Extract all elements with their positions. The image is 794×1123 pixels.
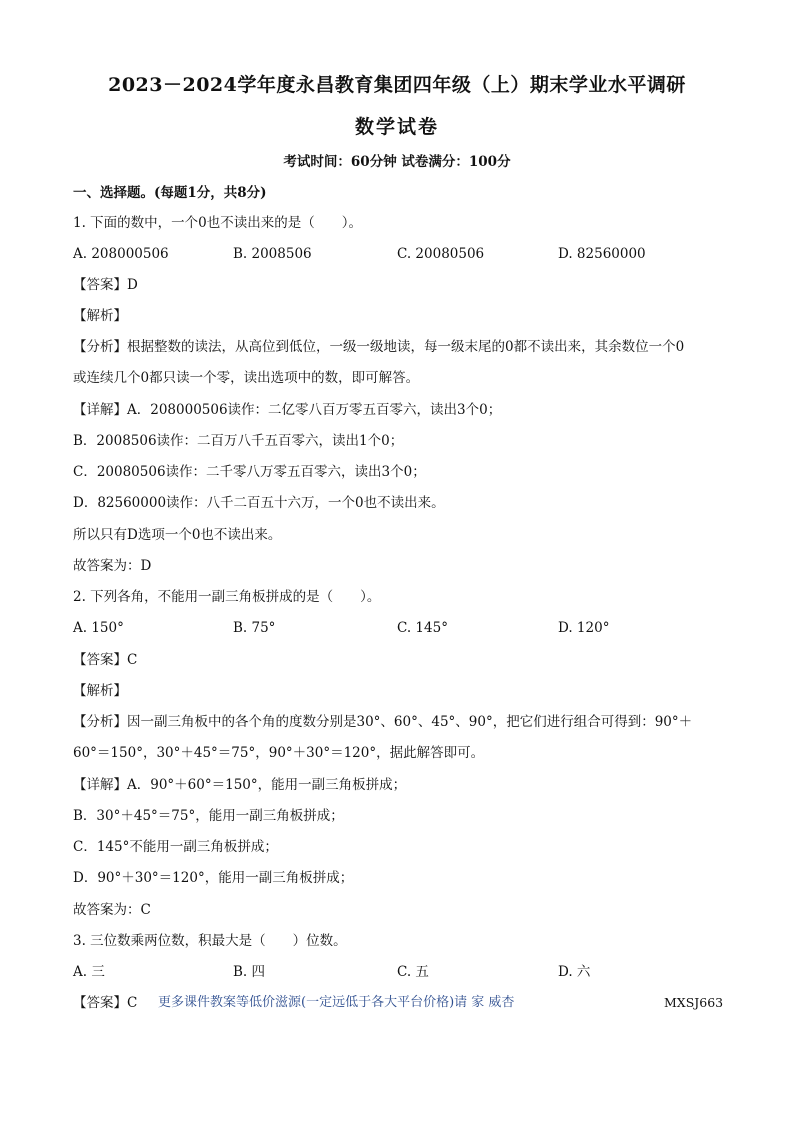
q2-stem: 2. 下列各角，不能用一副三角板拼成的是（ ）。: [73, 589, 381, 605]
q2-option-b: B. 75°: [233, 620, 276, 636]
q2-detail-line2: B．30°＋45°＝75°，能用一副三角板拼成；: [73, 808, 344, 824]
q2-option-c: C. 145°: [397, 620, 448, 636]
q1-option-c: C. 20080506: [397, 246, 485, 262]
q3-stem: 3. 三位数乘两位数，积最大是（ ）位数。: [73, 933, 347, 949]
q3-option-d: D. 六: [558, 964, 591, 980]
q2-conclusion: 故答案为：C: [73, 902, 151, 918]
q1-detail-line3: C．20080506读作：二千零八万零五百零六，读出3个0；: [73, 464, 426, 480]
watermark-text: 更多课件教案等低价滋源(一定远低于各大平台价格)请 家 威杏: [158, 995, 515, 1010]
q3-answer: 【答案】C: [73, 995, 138, 1011]
q3-option-a: A. 三: [73, 964, 105, 980]
q1-answer: 【答案】D: [73, 277, 138, 293]
q2-detail-line4: D．90°＋30°＝120°，能用一副三角板拼成；: [73, 870, 354, 886]
q1-option-b: B. 2008506: [233, 246, 312, 262]
q2-detail-line3: C．145°不能用一副三角板拼成；: [73, 839, 278, 855]
exam-subject: 数学试卷: [354, 116, 439, 138]
q1-detail-line5: 所以只有D选项一个0也不读出来。: [73, 527, 282, 543]
q2-option-a: A. 150°: [73, 620, 124, 636]
exam-title: 2023－2024学年度永昌教育集团四年级（上）期末学业水平调研: [108, 74, 686, 96]
section-heading: 一、选择题。(每题1分，共8分): [73, 185, 267, 201]
q1-detail-line1: 【详解】A．208000506读作：二亿零八百万零五百零六，读出3个0；: [73, 402, 502, 418]
q2-answer: 【答案】C: [73, 652, 138, 668]
q3-option-c: C. 五: [397, 964, 429, 980]
q2-option-d: D. 120°: [558, 620, 610, 636]
q1-analysis-line1: 【分析】根据整数的读法，从高位到低位，一级一级地读，每一级末尾的0都不读出来，其余数位一个0: [73, 339, 685, 355]
q2-analysis-line1: 【分析】因一副三角板中的各个角的度数分别是30°、60°、45°、90°，把它们进行组合可得到：90°＋: [73, 714, 693, 730]
q1-analysis-line2: 或连续几个0都只读一个零，读出选项中的数，即可解答。: [73, 370, 420, 386]
q1-stem: 1. 下面的数中，一个0也不读出来的是（ ）。: [73, 215, 363, 231]
q1-option-d: D. 82560000: [558, 246, 646, 262]
q1-option-a: A. 208000506: [73, 246, 169, 262]
q3-option-b: B. 四: [233, 964, 266, 980]
q2-jiexi: 【解析】: [73, 683, 127, 699]
document-code: MXSJ663: [664, 995, 724, 1010]
q1-detail-line2: B．2008506读作：二百万八千五百零六，读出1个0；: [73, 433, 404, 449]
q1-conclusion: 故答案为：D: [73, 558, 152, 574]
q2-analysis-line2: 60°＝150°，30°＋45°＝75°，90°＋30°＝120°，据此解答即可。: [73, 745, 485, 761]
q1-jiexi: 【解析】: [73, 308, 127, 324]
q2-detail-line1: 【详解】A．90°＋60°＝150°，能用一副三角板拼成；: [73, 777, 407, 793]
exam-info: 考试时间：60分钟 试卷满分：100分: [283, 154, 511, 170]
q1-detail-line4: D．82560000读作：八千二百五十六万，一个0也不读出来。: [73, 495, 445, 511]
